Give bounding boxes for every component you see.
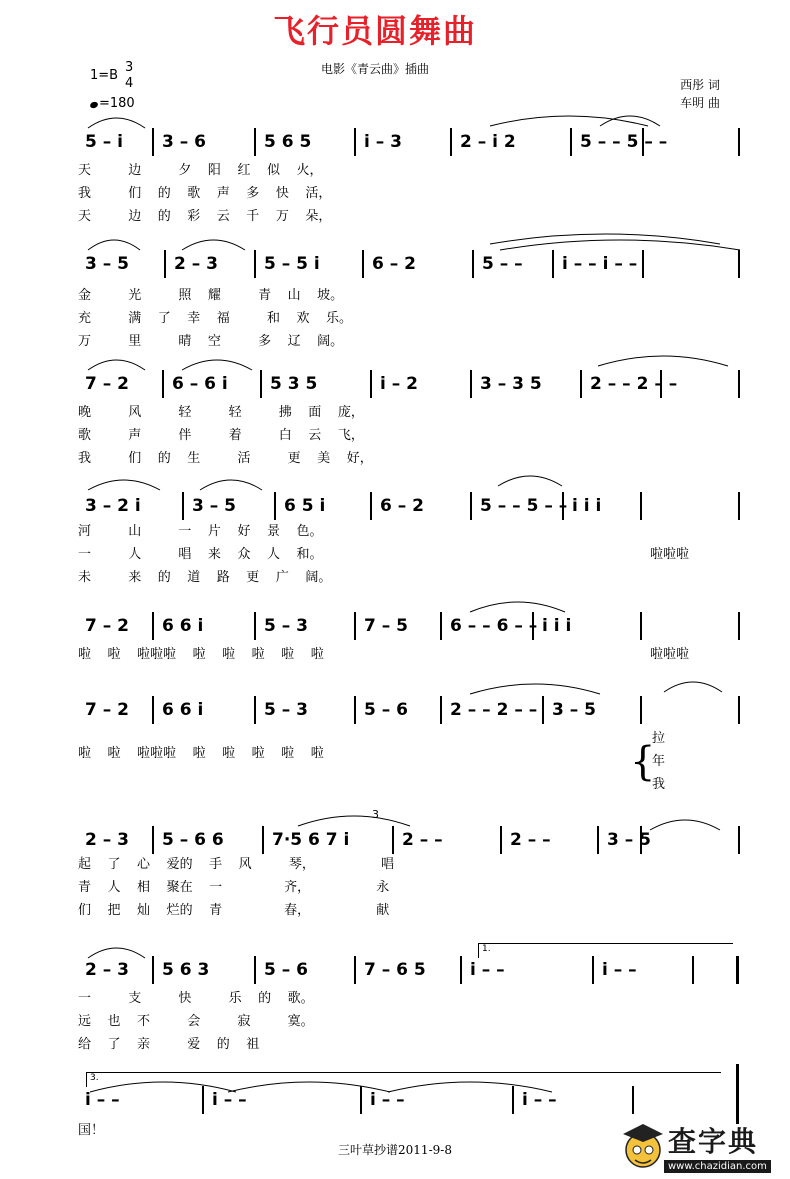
bar-line — [254, 250, 256, 278]
measure-notes: i – – i – – — [562, 254, 638, 274]
measure-notes: i – – — [370, 1090, 405, 1110]
page-title: 飞行员圆舞曲 — [272, 12, 477, 50]
bar-line — [162, 370, 164, 398]
bar-line — [182, 492, 184, 520]
measure-notes: 2 – 3 — [85, 830, 129, 850]
measure-notes: 6 – 6 i — [172, 374, 228, 394]
measure-notes: i – – — [602, 960, 637, 980]
slur — [650, 820, 720, 830]
measure-notes: 5 – 6 — [364, 700, 408, 720]
measure-notes: 5 – 6 6 — [162, 830, 224, 850]
bar-line — [512, 1086, 514, 1114]
time-signature — [125, 60, 133, 92]
measure-notes: 2 – 3 — [85, 960, 129, 980]
measure-notes: 6 5 i — [284, 496, 326, 516]
slur — [490, 234, 720, 244]
measure-notes: 6 – – 6 – – — [450, 616, 538, 636]
measure-notes: 5 6 3 — [162, 960, 210, 980]
bar-line — [470, 370, 472, 398]
volta-number: 1. — [482, 944, 491, 954]
measure-notes: 7 – 2 — [85, 616, 129, 636]
footer-credit: 三叶草抄谱2011-9-8 — [338, 1143, 452, 1157]
subtitle: 电影《青云曲》插曲 — [320, 62, 429, 76]
quarter-note-icon — [89, 101, 99, 109]
slur — [600, 116, 660, 126]
bar-line — [152, 696, 154, 724]
lyric-line: 我 们 的 生 活 更 美 好， — [78, 451, 373, 466]
bar-line — [354, 612, 356, 640]
bar-line — [370, 492, 372, 520]
final-bar-line — [736, 1064, 739, 1124]
measure-notes: 3 – 5 — [85, 254, 129, 274]
time-top: 3 — [125, 60, 134, 75]
bar-line — [370, 370, 372, 398]
measure-notes: i – – — [522, 1090, 557, 1110]
slur — [88, 360, 145, 370]
watermark-logo: 查字典 — [668, 1125, 759, 1158]
lyric-line: 未 来 的 道 路 更 广 阔。 — [78, 570, 332, 585]
measure-notes: i – 2 — [380, 374, 418, 394]
bar-line — [254, 128, 256, 156]
bar-line — [254, 696, 256, 724]
final-bar-line — [738, 492, 740, 520]
bar-line — [254, 956, 256, 984]
lyric-line: 万 里 晴 空 多 辽 阔。 — [78, 334, 344, 349]
final-bar-line — [736, 956, 739, 984]
lyric-line: 青 人 相 聚在 一 齐， 永 — [78, 880, 390, 895]
lyric-line: 天 边 夕 阳 红 似 火， — [78, 163, 323, 178]
bar-line — [164, 250, 166, 278]
slur — [88, 118, 145, 128]
slur — [88, 948, 145, 958]
bar-line — [254, 612, 256, 640]
time-bottom: 4 — [125, 76, 134, 91]
lyric-line: 天 边 的 彩 云 千 万 朵， — [78, 209, 332, 224]
bar-line — [440, 612, 442, 640]
measure-notes: 7 – 2 — [85, 700, 129, 720]
measure-notes: 5 – 3 — [264, 700, 308, 720]
lyric-line: 给 了 亲 爱 的 祖 — [78, 1037, 260, 1052]
volta-number: 3. — [90, 1073, 99, 1083]
slur — [500, 240, 740, 250]
bar-line — [360, 1086, 362, 1114]
bar-line — [362, 250, 364, 278]
slur — [88, 240, 140, 250]
measure-notes: 5 – 3 — [264, 616, 308, 636]
measure-notes: i – 3 — [364, 132, 402, 152]
bar-line — [262, 826, 264, 854]
slur — [298, 816, 410, 826]
measure-notes: 5 – 5 i — [264, 254, 320, 274]
measure-notes: 6 – 2 — [372, 254, 416, 274]
bar-line — [640, 612, 642, 640]
lyric-line: 远 也 不 会 寂 寞。 — [78, 1014, 314, 1029]
final-bar-line — [738, 612, 740, 640]
measure-notes: 5 – – 5 – – — [480, 496, 568, 516]
bar-line — [450, 128, 452, 156]
lyric-line: 一 支 快 乐 的 歌。 — [78, 991, 314, 1006]
bar-line — [354, 128, 356, 156]
brace-icon: { — [630, 739, 656, 785]
bar-line — [152, 128, 154, 156]
measure-notes: 5 – – — [482, 254, 523, 274]
slur — [490, 116, 648, 126]
measure-notes: 2 – 3 — [174, 254, 218, 274]
lyric-line: 们 把 灿 烂的 青 春， 献 — [78, 903, 390, 918]
slur — [470, 602, 565, 612]
composer-credit: 车明 曲 — [680, 96, 720, 110]
measure-notes: 2 – – — [402, 830, 443, 850]
final-bar-line — [738, 696, 740, 724]
bar-line — [260, 370, 262, 398]
bar-line — [274, 492, 276, 520]
slur — [182, 360, 252, 370]
tempo-value: =180 — [99, 96, 135, 111]
lyric-line: 啦 啦 啦啦啦 啦 啦 啦 啦 啦 — [78, 746, 324, 761]
mascot-icon — [620, 1120, 666, 1172]
final-bar-line — [738, 250, 740, 278]
bar-line — [642, 250, 644, 278]
measure-notes: 7 – 2 — [85, 374, 129, 394]
bar-line — [632, 1086, 634, 1114]
lyric-line: 河 山 一 片 好 景 色。 — [78, 524, 323, 539]
slur — [182, 240, 245, 250]
volta-bracket — [86, 1072, 721, 1087]
bar-line — [692, 956, 694, 984]
measure-notes: 3 – 5 — [192, 496, 236, 516]
measure-notes: 5 – i — [85, 132, 123, 152]
measure-notes: 5 3 5 — [270, 374, 318, 394]
slur — [200, 480, 262, 490]
bar-line — [570, 128, 572, 156]
measure-notes: 5 – 6 — [264, 960, 308, 980]
bar-line — [152, 956, 154, 984]
slur — [88, 480, 160, 490]
next-verse-word: 年 — [652, 754, 666, 769]
bar-line — [392, 826, 394, 854]
lyric-line: 晚 风 轻 轻 拂 面 庞， — [78, 405, 364, 420]
slur — [664, 682, 722, 692]
measure-notes: i – – — [212, 1090, 247, 1110]
bar-line — [580, 370, 582, 398]
next-verse-word: 拉 — [652, 731, 666, 746]
measure-notes: 3 – 3 5 — [480, 374, 542, 394]
lyric-line: 一 人 唱 来 众 人 和。 — [78, 547, 323, 562]
final-bar-line — [738, 128, 740, 156]
measure-notes: i – – — [470, 960, 505, 980]
bar-line — [472, 250, 474, 278]
bar-line — [152, 826, 154, 854]
measure-notes: 6 – 2 — [380, 496, 424, 516]
lyric-line: 金 光 照 耀 青 山 坡。 — [78, 288, 344, 303]
bar-line — [640, 696, 642, 724]
bar-line — [152, 612, 154, 640]
bar-line — [440, 696, 442, 724]
slur — [498, 476, 562, 486]
bar-line — [597, 826, 599, 854]
refrain-la: 啦啦啦 — [650, 547, 690, 562]
bar-line — [202, 1086, 204, 1114]
bar-line — [354, 956, 356, 984]
next-verse-word: 我 — [652, 777, 666, 792]
measure-notes: 3 – 5 — [607, 830, 651, 850]
bar-line — [640, 492, 642, 520]
measure-notes: 6 6 i — [162, 700, 204, 720]
slur — [470, 684, 600, 694]
measure-notes: 2 – i 2 — [460, 132, 516, 152]
watermark-url: www.chazidian.com — [664, 1160, 771, 1173]
measure-notes: i – – — [85, 1090, 120, 1110]
measure-notes: 2 – – — [510, 830, 551, 850]
lyric-line: 我 们 的 歌 声 多 快 活， — [78, 186, 332, 201]
lyric-line: 歌 声 伴 着 白 云 飞， — [78, 428, 364, 443]
measure-notes: 2 – – 2 – – — [590, 374, 678, 394]
measure-notes: 3 – 6 — [162, 132, 206, 152]
lyric-line: 国！ — [78, 1123, 105, 1138]
measure-notes: i i i — [572, 496, 602, 516]
measure-notes: 7 – 5 — [364, 616, 408, 636]
measure-notes: 6 6 i — [162, 616, 204, 636]
bar-line — [500, 826, 502, 854]
bar-line — [552, 250, 554, 278]
bar-line — [460, 956, 462, 984]
bar-line — [542, 696, 544, 724]
volta-bracket — [478, 943, 733, 958]
measure-notes: 7 – 6 5 — [364, 960, 426, 980]
final-bar-line — [738, 370, 740, 398]
measure-notes: 2 – – 2 – – — [450, 700, 538, 720]
measure-notes: 5 – – 5 – – — [580, 132, 668, 152]
lyric-line: 起 了 心 爱的 手 风 琴， 唱 — [78, 857, 394, 872]
tempo-mark — [90, 96, 135, 111]
bar-line — [354, 696, 356, 724]
measure-notes: 3 – 5 — [552, 700, 596, 720]
slur — [598, 356, 728, 366]
key-signature: 1=B — [90, 68, 119, 83]
measure-notes: 3 – 2 i — [85, 496, 141, 516]
bar-line — [592, 956, 594, 984]
lyric-line: 啦 啦 啦啦啦 啦 啦 啦 啦 啦 — [78, 647, 324, 662]
bar-line — [470, 492, 472, 520]
final-bar-line — [738, 826, 740, 854]
measure-notes: i i i — [542, 616, 572, 636]
triplet-mark: 3 — [372, 808, 379, 821]
lyricist-credit: 西彤 词 — [680, 78, 720, 92]
measure-notes: 5 6 5 — [264, 132, 312, 152]
measure-notes: 7·5 6 7 i — [272, 830, 350, 850]
refrain-la: 啦啦啦 — [650, 647, 690, 662]
lyric-line: 充 满 了 幸 福 和 欢 乐。 — [78, 311, 353, 326]
